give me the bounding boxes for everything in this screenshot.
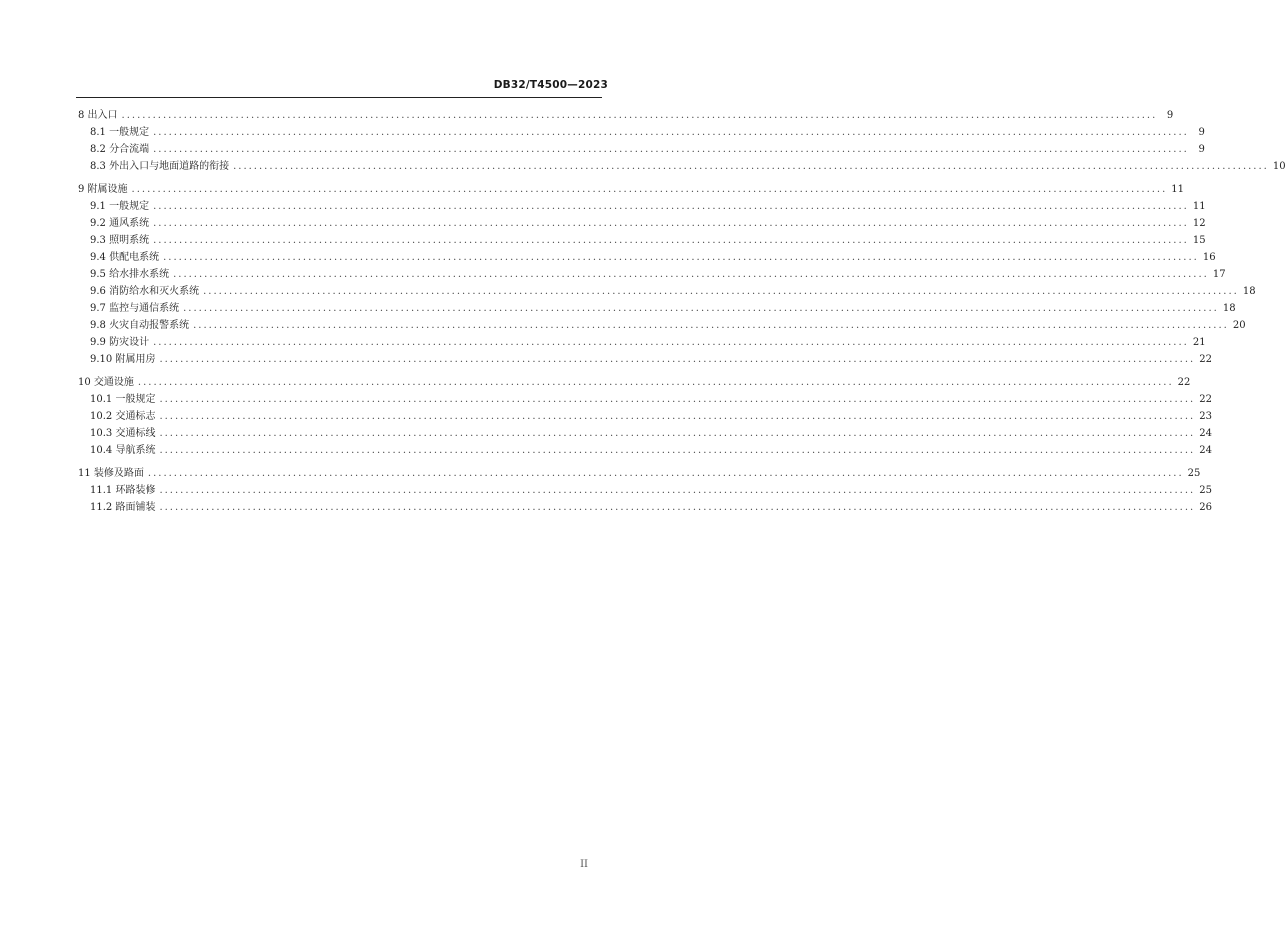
toc-entry-label: 11.2 路面铺装 <box>90 502 156 513</box>
toc-entry-page: 9 <box>1166 110 1174 121</box>
toc-entry-page: 11 <box>1171 184 1185 195</box>
toc-entry-page: 10 <box>1272 161 1286 172</box>
toc-entry[interactable] <box>78 374 1191 391</box>
toc-entry-page: 22 <box>1199 394 1212 405</box>
toc-entry-page: 24 <box>1199 445 1212 456</box>
toc-entry-label: 9.3 照明系统 <box>90 235 150 246</box>
toc-dot-leader: ........................................................................................................................................................................................................ <box>159 485 1196 496</box>
toc-dot-leader: ........................................................................................................................................................................................................ <box>159 411 1196 422</box>
toc-dot-leader: ........................................................................................................................................................................................................ <box>153 218 1189 229</box>
toc-entry[interactable] <box>78 198 1206 215</box>
toc-entry[interactable] <box>78 425 1212 442</box>
toc-entry-page: 15 <box>1192 235 1206 246</box>
toc-dot-leader: ........................................................................................................................................................................................................ <box>153 337 1189 348</box>
toc-entry[interactable] <box>78 391 1212 408</box>
toc-dot-leader: ........................................................................................................................................................................................................ <box>137 377 1174 388</box>
toc-entry-page: 24 <box>1199 428 1212 439</box>
toc-entry[interactable] <box>78 232 1206 249</box>
toc-entry[interactable] <box>78 465 1201 482</box>
toc-entry-page: 25 <box>1187 468 1201 479</box>
toc-dot-leader: ........................................................................................................................................................................................................ <box>159 394 1196 405</box>
toc-entry-label: 11 装修及路面 <box>78 468 144 479</box>
toc-entry[interactable] <box>78 442 1212 459</box>
toc-entry-page: 22 <box>1177 377 1191 388</box>
toc-dot-leader: ........................................................................................................................................................................................................ <box>163 252 1199 263</box>
toc-entry-page: 12 <box>1192 218 1206 229</box>
toc-dot-leader: ........................................................................................................................................................................................................ <box>121 110 1158 121</box>
toc-dot-leader: ........................................................................................................................................................................................................ <box>159 502 1196 513</box>
toc-entry-label: 8.2 分合流端 <box>90 144 150 155</box>
toc-entry-label: 9.9 防灾设计 <box>90 337 150 348</box>
toc-entry[interactable] <box>78 300 1236 317</box>
toc-entry[interactable] <box>78 141 1205 158</box>
toc-entry-label: 10 交通设施 <box>78 377 134 388</box>
toc-entry-label: 10.4 导航系统 <box>90 445 156 456</box>
toc-entry-label: 9.8 火灾自动报警系统 <box>90 320 190 331</box>
document-code: DB32/T4500—2023 <box>493 79 608 91</box>
toc-entry-page: 16 <box>1202 252 1216 263</box>
toc-entry[interactable] <box>78 215 1206 232</box>
toc-entry-page: 11 <box>1192 201 1206 212</box>
toc-dot-leader: ........................................................................................................................................................................................................ <box>233 161 1269 172</box>
toc-entry-page: 22 <box>1199 354 1212 365</box>
toc-entry-page: 25 <box>1199 485 1212 496</box>
toc-entry[interactable] <box>78 283 1256 300</box>
toc-entry-page: 26 <box>1199 502 1212 513</box>
toc-entry[interactable] <box>78 317 1246 334</box>
toc-dot-leader: ........................................................................................................................................................................................................ <box>159 445 1196 456</box>
toc-entry[interactable] <box>78 482 1212 499</box>
toc-entry-label: 9.7 监控与通信系统 <box>90 303 180 314</box>
toc-entry-label: 8.1 一般规定 <box>90 127 150 138</box>
toc-entry-page: 9 <box>1198 127 1205 138</box>
toc-entry[interactable] <box>78 181 1185 198</box>
toc-entry[interactable] <box>78 408 1212 425</box>
toc-entry[interactable] <box>78 351 1212 368</box>
toc-entry-page: 18 <box>1222 303 1236 314</box>
toc-dot-leader: ........................................................................................................................................................................................................ <box>131 184 1168 195</box>
toc-dot-leader: ........................................................................................................................................................................................................ <box>153 144 1189 155</box>
toc-entry-label: 9.4 供配电系统 <box>90 252 160 263</box>
toc-entry-label: 9.5 给水排水系统 <box>90 269 170 280</box>
toc-entry-label: 11.1 环路装修 <box>90 485 156 496</box>
toc-dot-leader: ........................................................................................................................................................................................................ <box>147 468 1184 479</box>
toc-entry-page: 23 <box>1199 411 1212 422</box>
toc-entry-label: 8 出入口 <box>78 110 118 121</box>
toc-entry-label: 10.3 交通标线 <box>90 428 156 439</box>
toc-entry[interactable] <box>78 107 1174 124</box>
toc-dot-leader: ........................................................................................................................................................................................................ <box>153 127 1189 138</box>
toc-entry[interactable] <box>78 266 1226 283</box>
toc-dot-leader: ........................................................................................................................................................................................................ <box>159 354 1196 365</box>
toc-entry-page: 18 <box>1242 286 1256 297</box>
header-divider <box>76 97 602 98</box>
page-number: II <box>580 859 588 870</box>
toc-dot-leader: ........................................................................................................................................................................................................ <box>159 428 1196 439</box>
toc-entry-page: 21 <box>1192 337 1206 348</box>
toc-entry-label: 9.6 消防给水和灭火系统 <box>90 286 200 297</box>
toc-entry-label: 10.1 一般规定 <box>90 394 156 405</box>
toc-dot-leader: ........................................................................................................................................................................................................ <box>153 235 1189 246</box>
toc-dot-leader: ........................................................................................................................................................................................................ <box>153 201 1189 212</box>
toc-entry[interactable] <box>78 334 1206 351</box>
toc-entry-page: 9 <box>1198 144 1205 155</box>
toc-entry[interactable] <box>78 499 1212 516</box>
toc-entry-label: 10.2 交通标志 <box>90 411 156 422</box>
toc-entry[interactable] <box>78 124 1205 141</box>
table-of-contents <box>78 107 1286 516</box>
toc-dot-leader: ........................................................................................................................................................................................................ <box>203 286 1239 297</box>
toc-entry-page: 20 <box>1232 320 1246 331</box>
toc-entry-label: 9 附属设施 <box>78 184 128 195</box>
toc-dot-leader: ........................................................................................................................................................................................................ <box>183 303 1219 314</box>
toc-entry-label: 9.2 通风系统 <box>90 218 150 229</box>
toc-dot-leader: ........................................................................................................................................................................................................ <box>173 269 1209 280</box>
toc-entry-label: 8.3 外出入口与地面道路的衔接 <box>90 161 230 172</box>
toc-entry-label: 9.1 一般规定 <box>90 201 150 212</box>
toc-entry[interactable] <box>78 158 1286 175</box>
toc-entry-label: 9.10 附属用房 <box>90 354 156 365</box>
toc-entry-page: 17 <box>1212 269 1226 280</box>
toc-dot-leader: ........................................................................................................................................................................................................ <box>193 320 1229 331</box>
toc-entry[interactable] <box>78 249 1216 266</box>
